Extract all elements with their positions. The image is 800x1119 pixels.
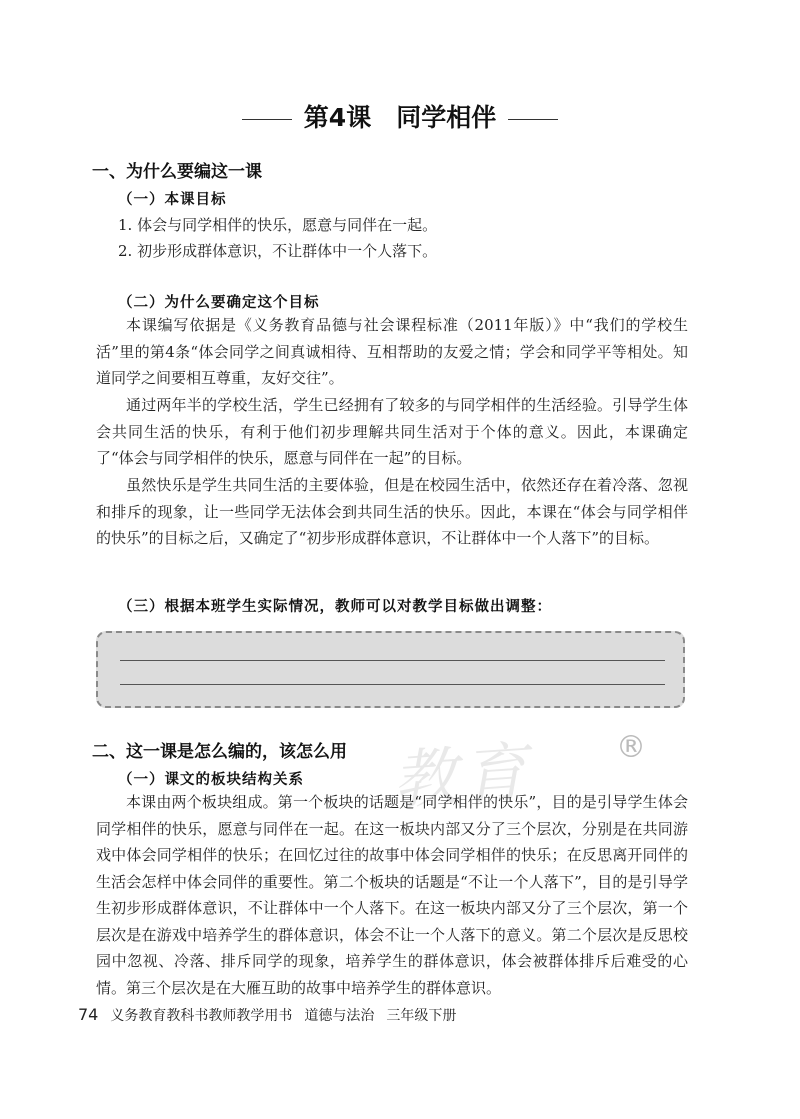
section2-heading: 二、这一课是怎么编的，该怎么用 (92, 742, 347, 762)
structure-paragraph: 本课由两个板块组成。第一个板块的话题是“同学相伴的快乐”，目的是引导学生体会同学相伴的快乐，愿意与同伴在一起。在这一板块内部又分了三个层次，分别是在共同游戏中体会同学相伴的快乐；在回忆过往的故事中体会同学相伴的快乐；在反思离开同伴的生活会怎样中体会同伴的重要性。第二个板块的话题是“不让一个人落下”，目的是引导学生初步形成群体意识，不让群体中一个人落下。在这一板块内部又分了三个层次，第一个层次是在游戏中培养学生的群体意识，体会不让一个人落下的意义。第二个层次是反思校园中忽视、冷落、排斥同学的现象，培养学生的群体意识，体会被群体排斥后难受的心情。第三个层次是在大雁互助的故事中培养学生的群体意识。 (96, 793, 688, 997)
goal-item-1: 1. 体会与同学相伴的快乐，愿意与同伴在一起。 (118, 216, 438, 234)
section2-sub1-heading: （一）课文的板块结构关系 (118, 772, 304, 788)
note-line-1 (120, 660, 665, 661)
footer-subject: 道德与法治 (304, 1008, 375, 1024)
registered-mark: ® (616, 730, 646, 765)
note-line-2 (120, 684, 665, 685)
section1-sub2-heading: （二）为什么要确定这个目标 (118, 295, 320, 311)
title-dash-right (508, 119, 558, 120)
page-footer (78, 1005, 456, 1025)
rationale-paragraph-2: 通过两年半的学校生活，学生已经拥有了较多的与同学相伴的生活经验。引导学生体会共同生活的快乐，有利于他们初步理解共同生活对于个体的意义。因此，本课确定了“体会与同学相伴的快乐，愿意与同伴在一起”的目标。 (96, 396, 688, 467)
goal-item-2: 2. 初步形成群体意识，不让群体中一个人落下。 (118, 242, 438, 260)
title-dash-left (242, 119, 292, 120)
watermark-logo: 教育 (390, 735, 536, 819)
page-number: 74 (78, 1005, 99, 1024)
teacher-notes-box[interactable] (96, 631, 685, 708)
rationale-paragraph-1: 本课编写依据是《义务教育品德与社会课程标准（2011年版）》中“我们的学校生活”里的第4条“体会同学之间真诚相待、互相帮助的友爱之情；学会和同学平等相处。知道同学之间要相互尊重，友好交往”。 (96, 316, 688, 387)
footer-grade: 三年级下册 (386, 1008, 457, 1024)
section1-heading: 一、为什么要编这一课 (92, 162, 262, 182)
section1-sub1-heading: （一）本课目标 (118, 192, 227, 208)
lesson-title (0, 98, 800, 134)
rationale-paragraph-3: 虽然快乐是学生共同生活的主要体验，但是在校园生活中，依然还存在着冷落、忽视和排斥的现象，让一些同学无法体会到共同生活的快乐。因此，本课在“体会与同学相伴的快乐”的目标之后，又确定了“初步形成群体意识，不让群体中一个人落下”的目标。 (96, 476, 688, 547)
footer-book-title: 义务教育教科书教师教学用书 (110, 1008, 293, 1024)
lesson-title-text: 第4课 同学相伴 (303, 103, 497, 132)
section1-sub3-heading: （三）根据本班学生实际情况，教师可以对教学目标做出调整： (118, 599, 552, 615)
